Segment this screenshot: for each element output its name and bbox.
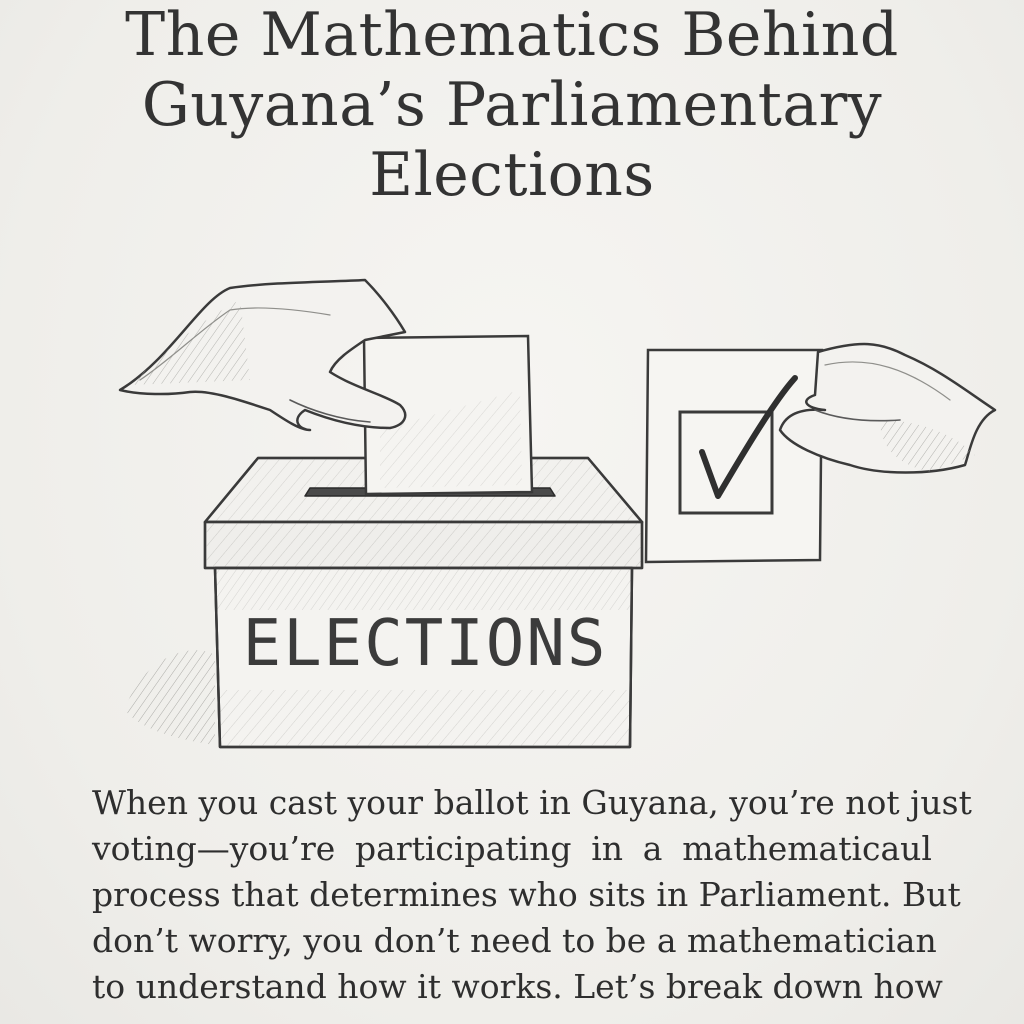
body-line: voting—you’re participating in a mathematicaul — [92, 829, 932, 868]
body-line: to understand how it works. Let’s break down how — [92, 967, 943, 1006]
title-line: Elections — [369, 140, 655, 210]
body-line: process that determines who sits in Parliament. But — [92, 875, 961, 914]
title-line: The Mathematics Behind — [125, 0, 899, 70]
left-hand — [120, 280, 405, 430]
ballot-box-illustration — [0, 260, 1024, 770]
article-body — [92, 780, 972, 1010]
ballot-box — [125, 458, 642, 747]
ballot-box-label: ELECTIONS — [242, 607, 608, 681]
body-line: don’t worry, you don’t need to be a mathematician — [92, 921, 937, 960]
title-line: Guyana’s Parliamentary — [141, 70, 883, 140]
body-line: When you cast your ballot in Guyana, you’re not just — [92, 783, 972, 822]
article-title — [60, 0, 964, 210]
